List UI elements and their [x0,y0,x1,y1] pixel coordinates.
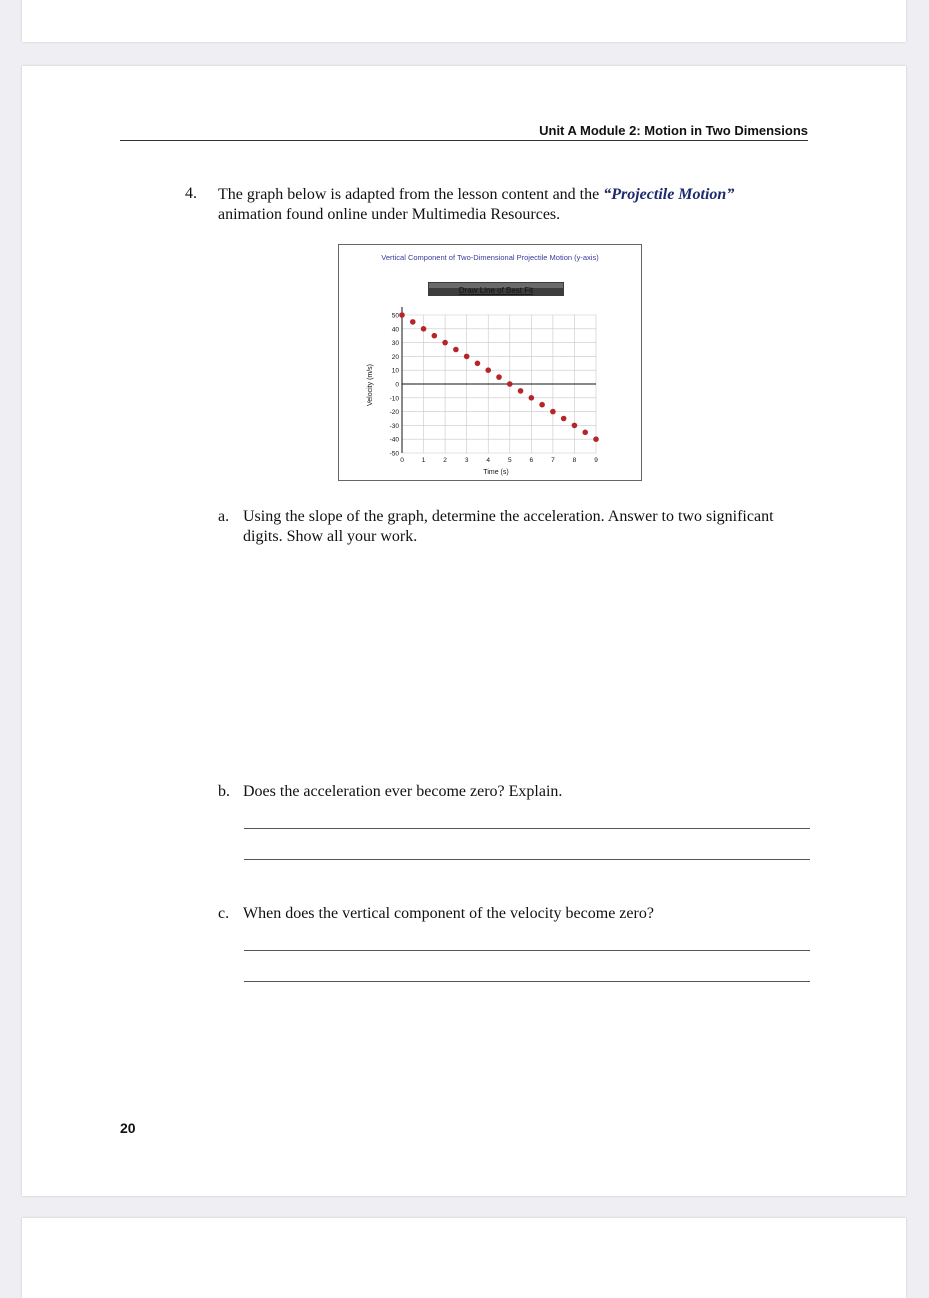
chart-svg [339,245,641,480]
part-c-text: When does the vertical component of the velocity become zero? [243,905,654,922]
data-point [410,319,416,325]
x-tick-label: 2 [443,457,447,464]
y-tick-label: 10 [391,367,399,375]
x-tick-label: 4 [486,457,491,464]
x-tick-label: 9 [594,457,598,464]
y-tick-label: 20 [391,353,399,361]
question-text-before: The graph below is adapted from the lesson content and the [218,186,604,203]
x-tick-label: 1 [421,457,426,464]
data-point [442,340,448,346]
data-point [507,381,513,387]
x-tick-label: 0 [400,457,404,464]
page-number: 20 [120,1120,136,1136]
data-point [582,430,588,436]
part-b-label: b. [218,783,230,800]
y-tick-label: -20 [389,409,399,417]
data-point [475,361,481,367]
y-axis-label: Velocity (m/s) [367,363,374,407]
y-tick-label: -40 [389,436,399,444]
chart-points [399,312,599,442]
data-point [529,395,535,401]
header-rule [120,140,808,141]
best-fit-button-label: Draw Line of Best Fit [458,286,534,295]
data-point [593,436,599,442]
question-text-after: animation found online under Multimedia Resources. [218,206,561,223]
data-point [496,374,502,380]
y-tick-label: 40 [391,326,399,334]
y-tick-label: 0 [395,381,399,389]
chart-tick-labels [390,313,599,465]
data-point [432,333,438,339]
x-tick-label: 8 [572,457,577,464]
data-point [518,388,524,394]
data-point [399,312,405,318]
x-tick-label: 6 [529,457,534,464]
question-number: 4. [185,185,197,202]
data-point [550,409,556,415]
data-point [485,367,491,373]
answer-line-c-2[interactable] [244,981,810,982]
velocity-time-chart [338,244,642,481]
y-tick-label: 50 [391,312,399,320]
part-a-label: a. [218,508,230,525]
data-point [464,354,470,360]
answer-line-b-2[interactable] [244,859,810,860]
x-tick-label: 5 [507,457,512,464]
part-c-label: c. [218,905,230,922]
answer-line-b-1[interactable] [244,828,810,829]
unit-header-title: Unit A Module 2: Motion in Two Dimensions [539,123,808,138]
question-emphasis: “Projectile Motion” [603,186,735,203]
y-tick-label: 30 [391,340,399,348]
data-point [561,416,567,422]
y-tick-label: -50 [389,450,399,458]
answer-line-c-1[interactable] [244,950,810,951]
part-a-text: Using the slope of the graph, determine the acceleration. Answer to two significant digits. Show all your work. [243,508,774,545]
y-tick-label: -30 [389,422,399,430]
document-page [22,66,906,1196]
previous-page [22,0,906,42]
chart-title: Vertical Component of Two-Dimensional Projectile Motion (y-axis) [381,253,599,262]
data-point [453,347,459,353]
data-point [421,326,427,332]
x-tick-label: 3 [464,457,469,464]
data-point [539,402,545,408]
question-text [218,185,798,225]
x-axis-label: Time (s) [483,469,509,476]
next-page [22,1218,906,1298]
x-tick-label: 7 [551,457,555,464]
y-tick-label: -10 [389,395,399,403]
part-b-text: Does the acceleration ever become zero? Explain. [243,783,563,800]
data-point [572,423,578,429]
